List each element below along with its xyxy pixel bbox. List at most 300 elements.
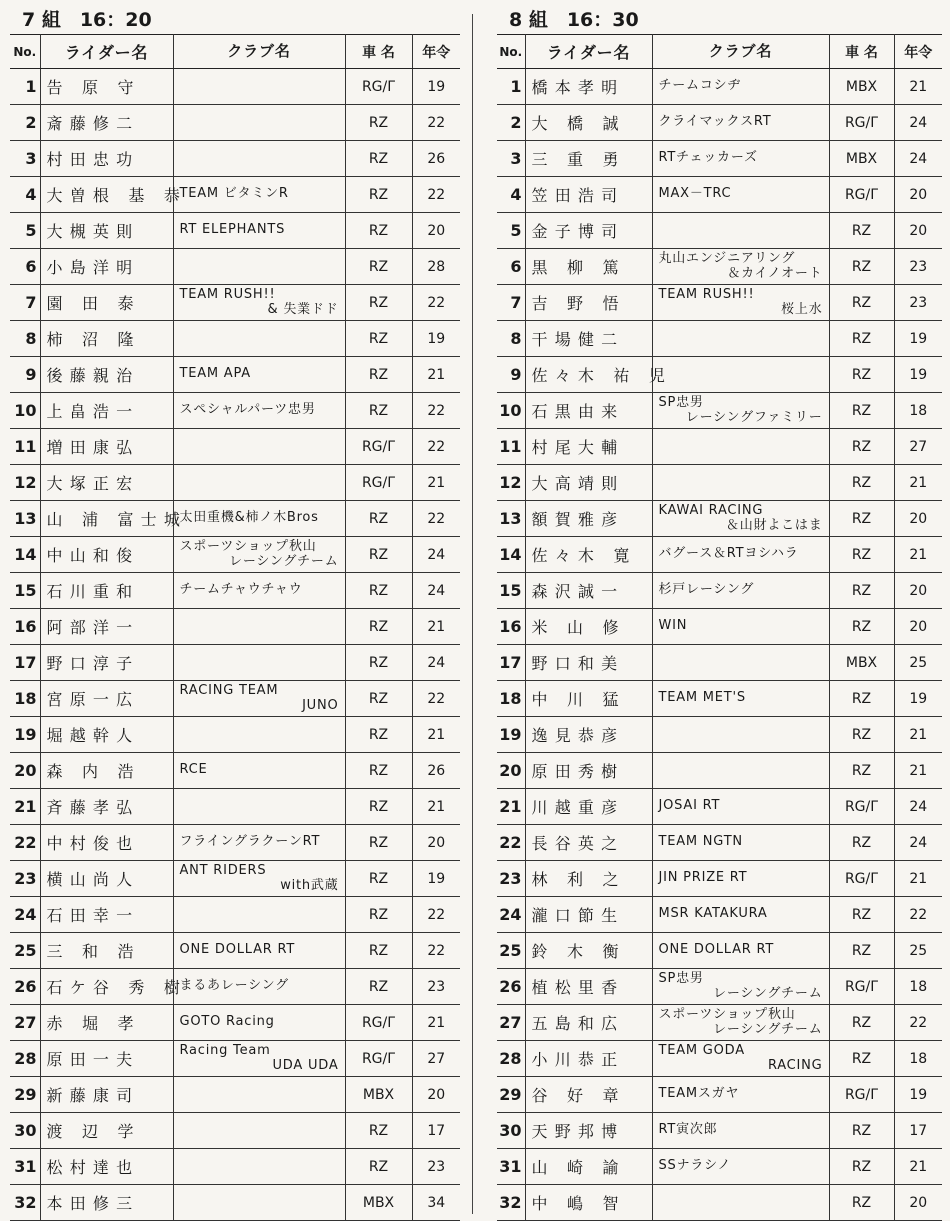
entry-number: 28 — [497, 1041, 525, 1077]
club-name-lines — [659, 1123, 829, 1138]
rider-age: 25 — [894, 645, 942, 681]
entry-number: 14 — [10, 537, 40, 573]
rider-name: 石ケ谷 秀 樹 — [40, 969, 173, 1005]
club-name-line1: TEAM APA — [179, 366, 251, 382]
rider-age: 21 — [894, 537, 942, 573]
bike-model: RZ — [345, 645, 412, 681]
rider-name: 斎藤修二 — [40, 105, 173, 141]
rider-name: 川越重彦 — [525, 789, 652, 825]
rider-age: 19 — [412, 861, 460, 897]
table-row — [10, 69, 460, 105]
club-name-line2: ＆カイノオート — [727, 265, 823, 281]
entry-number: 5 — [497, 213, 525, 249]
club-name-lines — [659, 396, 829, 426]
rider-name: 黒 柳 篤 — [525, 249, 652, 285]
club-name — [652, 1185, 829, 1221]
club-name-line1: MSR KATAKURA — [658, 906, 768, 922]
rider-name: 原田一夫 — [40, 1041, 173, 1077]
club-name — [173, 69, 345, 105]
rider-age: 21 — [412, 609, 460, 645]
rider-age: 21 — [894, 69, 942, 105]
table-row — [497, 645, 942, 681]
table-row — [497, 213, 942, 249]
club-name-line2: with武蔵 — [280, 877, 339, 893]
rider-age: 21 — [412, 1005, 460, 1041]
bike-model: MBX — [829, 141, 894, 177]
club-name — [652, 573, 829, 609]
rider-name: 額賀雅彦 — [525, 501, 652, 537]
rider-age: 23 — [894, 285, 942, 321]
bike-model: RZ — [345, 861, 412, 897]
rider-age: 21 — [412, 465, 460, 501]
club-name-lines — [659, 547, 829, 562]
entry-number: 11 — [497, 429, 525, 465]
bike-model: RZ — [829, 537, 894, 573]
club-name-line1: スポーツショップ秋山 — [658, 1006, 796, 1022]
club-name-line1: チームチャウチャウ — [179, 582, 303, 598]
rider-name: 阿部洋一 — [40, 609, 173, 645]
table-row — [10, 1149, 460, 1185]
bike-model: RG/Γ — [345, 1005, 412, 1041]
club-name-lines — [180, 943, 345, 958]
rider-age: 20 — [412, 1077, 460, 1113]
rider-age: 19 — [894, 357, 942, 393]
rider-name: 石川重和 — [40, 573, 173, 609]
entry-number: 31 — [10, 1149, 40, 1185]
bike-model: RG/Γ — [829, 969, 894, 1005]
rider-age: 19 — [412, 321, 460, 357]
entry-number: 24 — [10, 897, 40, 933]
rider-age: 20 — [894, 1185, 942, 1221]
rider-name: 逸見恭彦 — [525, 717, 652, 753]
club-name-lines — [180, 187, 345, 202]
table-row — [10, 357, 460, 393]
club-name — [173, 249, 345, 285]
club-name — [173, 897, 345, 933]
club-name — [652, 69, 829, 105]
group-7-title: 7 組 16：20 — [22, 9, 152, 31]
bike-model: RZ — [829, 681, 894, 717]
table-row — [10, 285, 460, 321]
table-row — [497, 933, 942, 969]
table-row — [497, 429, 942, 465]
rider-age: 17 — [894, 1113, 942, 1149]
table-row — [497, 717, 942, 753]
club-name — [652, 537, 829, 573]
club-name — [173, 1077, 345, 1113]
club-name-line1: Racing Team — [179, 1042, 271, 1058]
club-name-line1: ONE DOLLAR RT — [179, 942, 296, 958]
rider-age: 21 — [894, 465, 942, 501]
club-name-line2: 桜上水 — [781, 301, 823, 317]
bike-model: RZ — [829, 609, 894, 645]
bike-model: RZ — [345, 285, 412, 321]
table-row — [10, 789, 460, 825]
bike-model: RG/Γ — [829, 789, 894, 825]
club-name-lines — [659, 583, 829, 598]
rider-name: 佐々木 祐 児 — [525, 357, 652, 393]
club-name-line1: TEAM RUSH!! — [179, 286, 276, 302]
entry-number: 4 — [10, 177, 40, 213]
club-name — [652, 681, 829, 717]
entry-number: 32 — [497, 1185, 525, 1221]
entry-number: 23 — [10, 861, 40, 897]
club-name-lines — [180, 583, 345, 598]
club-name — [173, 465, 345, 501]
rider-age: 21 — [894, 753, 942, 789]
bike-model: MBX — [829, 69, 894, 105]
rider-name: 鈴 木 衡 — [525, 933, 652, 969]
rider-age: 22 — [412, 681, 460, 717]
club-name — [652, 1077, 829, 1113]
club-name-line1: TEAMスガヤ — [658, 1086, 740, 1102]
club-name-lines — [659, 835, 829, 850]
entry-number: 1 — [10, 69, 40, 105]
table-row — [10, 609, 460, 645]
table-row — [497, 1041, 942, 1077]
rider-age: 22 — [412, 177, 460, 213]
rider-age: 21 — [894, 861, 942, 897]
club-name-line2: RACING — [767, 1057, 823, 1073]
club-name — [652, 357, 829, 393]
header-club: クラブ名 — [652, 35, 829, 69]
entry-number: 22 — [10, 825, 40, 861]
bike-model: RZ — [829, 357, 894, 393]
club-name-line2: JUNO — [302, 697, 339, 713]
rider-name: 村田忠功 — [40, 141, 173, 177]
club-name-lines — [659, 907, 829, 922]
rider-name: 天野邦博 — [525, 1113, 652, 1149]
bike-model: RZ — [345, 213, 412, 249]
bike-model: RZ — [345, 1149, 412, 1185]
club-name-lines — [180, 540, 345, 570]
club-name — [173, 357, 345, 393]
table-row — [497, 177, 942, 213]
bike-model: RZ — [829, 429, 894, 465]
bike-model: RG/Γ — [829, 1077, 894, 1113]
rider-age: 20 — [412, 825, 460, 861]
bike-model: RZ — [345, 177, 412, 213]
group-7-rows — [10, 69, 460, 1221]
rider-name: 橋本孝明 — [525, 69, 652, 105]
rider-age: 18 — [894, 969, 942, 1005]
entry-number: 8 — [10, 321, 40, 357]
rider-age: 21 — [412, 717, 460, 753]
entry-number: 3 — [497, 141, 525, 177]
bike-model: RZ — [345, 501, 412, 537]
rider-name: 後藤親治 — [40, 357, 173, 393]
table-row — [497, 1149, 942, 1185]
rider-age: 25 — [894, 933, 942, 969]
club-name-lines — [659, 972, 829, 1002]
header-no: No. — [10, 35, 40, 69]
rider-age: 20 — [894, 573, 942, 609]
rider-name: 瀧口節生 — [525, 897, 652, 933]
club-name — [173, 141, 345, 177]
entry-number: 29 — [497, 1077, 525, 1113]
rider-age: 22 — [412, 393, 460, 429]
entry-number: 23 — [497, 861, 525, 897]
club-name-line1: RT寅次郎 — [658, 1122, 718, 1138]
rider-name: 森 内 浩 — [40, 753, 173, 789]
club-name-line1: SSナラシノ — [658, 1158, 732, 1174]
club-name — [652, 1041, 829, 1077]
rider-name: 小川恭正 — [525, 1041, 652, 1077]
club-name — [173, 645, 345, 681]
entry-number: 16 — [10, 609, 40, 645]
club-name-line1: TEAM NGTN — [658, 834, 743, 850]
club-name — [652, 897, 829, 933]
table-row — [497, 1113, 942, 1149]
table-row — [497, 141, 942, 177]
club-name — [173, 753, 345, 789]
club-name-line1: RCE — [179, 762, 208, 778]
entry-number: 7 — [10, 285, 40, 321]
rider-age: 24 — [412, 645, 460, 681]
club-name — [652, 1005, 829, 1041]
bike-model: RZ — [829, 573, 894, 609]
rider-name: 植松里香 — [525, 969, 652, 1005]
bike-model: RZ — [829, 1005, 894, 1041]
table-row — [10, 537, 460, 573]
club-name-line2: ＆山財よこはま — [726, 517, 823, 533]
bike-model: RZ — [829, 825, 894, 861]
club-name-lines — [659, 799, 829, 814]
club-name-line1: まるあレーシング — [179, 978, 289, 994]
club-name — [173, 1005, 345, 1041]
table-row — [497, 1185, 942, 1221]
club-name — [652, 249, 829, 285]
club-name — [173, 861, 345, 897]
bike-model: RZ — [829, 465, 894, 501]
rider-age: 19 — [412, 69, 460, 105]
rider-name: 金子博司 — [525, 213, 652, 249]
bike-model: RZ — [345, 537, 412, 573]
club-name-line1: RT ELEPHANTS — [179, 222, 286, 238]
rider-name: 大高靖則 — [525, 465, 652, 501]
club-name — [173, 105, 345, 141]
club-name — [173, 717, 345, 753]
table-row — [10, 105, 460, 141]
club-name — [652, 213, 829, 249]
bike-model: RZ — [345, 753, 412, 789]
club-name-line1: SP忠男 — [658, 970, 704, 986]
rider-name: 長谷英之 — [525, 825, 652, 861]
club-name — [173, 213, 345, 249]
entry-number: 16 — [497, 609, 525, 645]
club-name — [652, 861, 829, 897]
entry-number: 30 — [10, 1113, 40, 1149]
entry-number: 8 — [497, 321, 525, 357]
club-name-line1: KAWAI RACING — [658, 502, 764, 518]
entry-number: 12 — [497, 465, 525, 501]
table-row — [10, 717, 460, 753]
club-name — [173, 537, 345, 573]
group-7-table — [10, 34, 460, 1221]
bike-model: RZ — [345, 393, 412, 429]
rider-name: 松村達也 — [40, 1149, 173, 1185]
table-row — [10, 249, 460, 285]
entry-number: 15 — [10, 573, 40, 609]
bike-model: RZ — [829, 1041, 894, 1077]
entry-number: 17 — [497, 645, 525, 681]
rider-age: 23 — [412, 1149, 460, 1185]
bike-model: RG/Γ — [829, 177, 894, 213]
entry-number: 4 — [497, 177, 525, 213]
rider-age: 19 — [894, 321, 942, 357]
club-name-lines — [180, 1044, 345, 1074]
entry-number: 6 — [10, 249, 40, 285]
rider-name: 小島洋明 — [40, 249, 173, 285]
club-name-line2: & 失業ドド — [267, 301, 339, 317]
bike-model: RZ — [345, 789, 412, 825]
rider-name: 山 崎 諭 — [525, 1149, 652, 1185]
club-name-lines — [659, 619, 829, 634]
entry-number: 11 — [10, 429, 40, 465]
club-name — [173, 681, 345, 717]
entry-number: 21 — [497, 789, 525, 825]
club-name — [652, 789, 829, 825]
group-8-table — [497, 34, 942, 1221]
entry-number: 5 — [10, 213, 40, 249]
table-row — [497, 69, 942, 105]
club-name — [652, 429, 829, 465]
rider-name: 野口和美 — [525, 645, 652, 681]
rider-name: 笠田浩司 — [525, 177, 652, 213]
club-name-lines — [180, 511, 345, 526]
table-row — [10, 573, 460, 609]
header-bike: 車 名 — [829, 35, 894, 69]
club-name-lines — [659, 115, 829, 130]
club-name-lines — [659, 943, 829, 958]
club-name — [652, 933, 829, 969]
rider-name: 中村俊也 — [40, 825, 173, 861]
entry-number: 15 — [497, 573, 525, 609]
club-name-lines — [659, 1159, 829, 1174]
club-name — [652, 141, 829, 177]
table-row — [10, 825, 460, 861]
entry-number: 29 — [10, 1077, 40, 1113]
entry-number: 28 — [10, 1041, 40, 1077]
club-name-line1: TEAM RUSH!! — [658, 286, 755, 302]
rider-age: 17 — [412, 1113, 460, 1149]
bike-model: RZ — [345, 717, 412, 753]
table-row — [10, 141, 460, 177]
table-row — [10, 897, 460, 933]
entry-number: 6 — [497, 249, 525, 285]
entry-number: 19 — [10, 717, 40, 753]
rider-age: 21 — [894, 1149, 942, 1185]
club-name — [652, 1149, 829, 1185]
header-age: 年令 — [412, 35, 460, 69]
table-row — [10, 681, 460, 717]
table-row — [497, 753, 942, 789]
bike-model: RZ — [345, 969, 412, 1005]
column-divider — [472, 14, 473, 1214]
club-name-lines — [659, 1008, 829, 1038]
entry-number: 2 — [497, 105, 525, 141]
entry-number: 25 — [497, 933, 525, 969]
rider-age: 19 — [894, 1077, 942, 1113]
table-row — [10, 753, 460, 789]
club-name — [173, 1041, 345, 1077]
entry-number: 9 — [497, 357, 525, 393]
entry-number: 31 — [497, 1149, 525, 1185]
rider-name: 干場健二 — [525, 321, 652, 357]
table-row — [497, 249, 942, 285]
entry-number: 2 — [10, 105, 40, 141]
entry-number: 32 — [10, 1185, 40, 1221]
club-name — [652, 645, 829, 681]
entry-number: 27 — [497, 1005, 525, 1041]
rider-name: 渡 辺 学 — [40, 1113, 173, 1149]
rider-name: 新藤康司 — [40, 1077, 173, 1113]
rider-age: 26 — [412, 753, 460, 789]
club-name — [173, 177, 345, 213]
bike-model: RZ — [829, 753, 894, 789]
club-name-line2: UDA UDA — [272, 1057, 339, 1073]
bike-model: RZ — [829, 501, 894, 537]
table-row — [10, 1185, 460, 1221]
rider-age: 21 — [412, 789, 460, 825]
rider-name: 石黒由来 — [525, 393, 652, 429]
rider-age: 24 — [894, 789, 942, 825]
table-row — [10, 465, 460, 501]
entry-number: 12 — [10, 465, 40, 501]
bike-model: RZ — [345, 573, 412, 609]
rider-name: 原田秀樹 — [525, 753, 652, 789]
club-name — [652, 1113, 829, 1149]
entry-number: 13 — [10, 501, 40, 537]
club-name-line1: スペシャルパーツ忠男 — [179, 402, 316, 418]
table-row — [497, 501, 942, 537]
club-name-line1: ANT RIDERS — [179, 862, 267, 878]
club-name — [173, 969, 345, 1005]
rider-name: 佐々木 寛 — [525, 537, 652, 573]
rider-age: 28 — [412, 249, 460, 285]
entry-number: 26 — [10, 969, 40, 1005]
bike-model: RZ — [345, 357, 412, 393]
rider-age: 20 — [894, 213, 942, 249]
club-name — [652, 465, 829, 501]
entry-number: 3 — [10, 141, 40, 177]
club-name — [173, 573, 345, 609]
table-row — [10, 393, 460, 429]
bike-model: RZ — [345, 681, 412, 717]
rider-name: 大塚正宏 — [40, 465, 173, 501]
rider-age: 22 — [412, 897, 460, 933]
entry-number: 18 — [10, 681, 40, 717]
bike-model: RZ — [345, 141, 412, 177]
table-row — [10, 645, 460, 681]
table-row — [10, 429, 460, 465]
club-name-line1: ONE DOLLAR RT — [658, 942, 775, 958]
club-name-lines — [180, 1015, 345, 1030]
table-header-row — [497, 35, 942, 69]
entry-number: 19 — [497, 717, 525, 753]
rider-name: 中山和俊 — [40, 537, 173, 573]
club-name-line1: RACING TEAM — [179, 682, 279, 698]
bike-model: RZ — [829, 285, 894, 321]
rider-age: 20 — [894, 177, 942, 213]
rider-name: 林 利 之 — [525, 861, 652, 897]
club-name-lines — [180, 864, 345, 894]
club-name — [173, 1149, 345, 1185]
rider-age: 20 — [412, 213, 460, 249]
club-name-line1: 太田重機&柿ノ木Bros — [179, 510, 319, 526]
club-name-line1: JIN PRIZE RT — [658, 870, 748, 886]
table-row — [10, 969, 460, 1005]
